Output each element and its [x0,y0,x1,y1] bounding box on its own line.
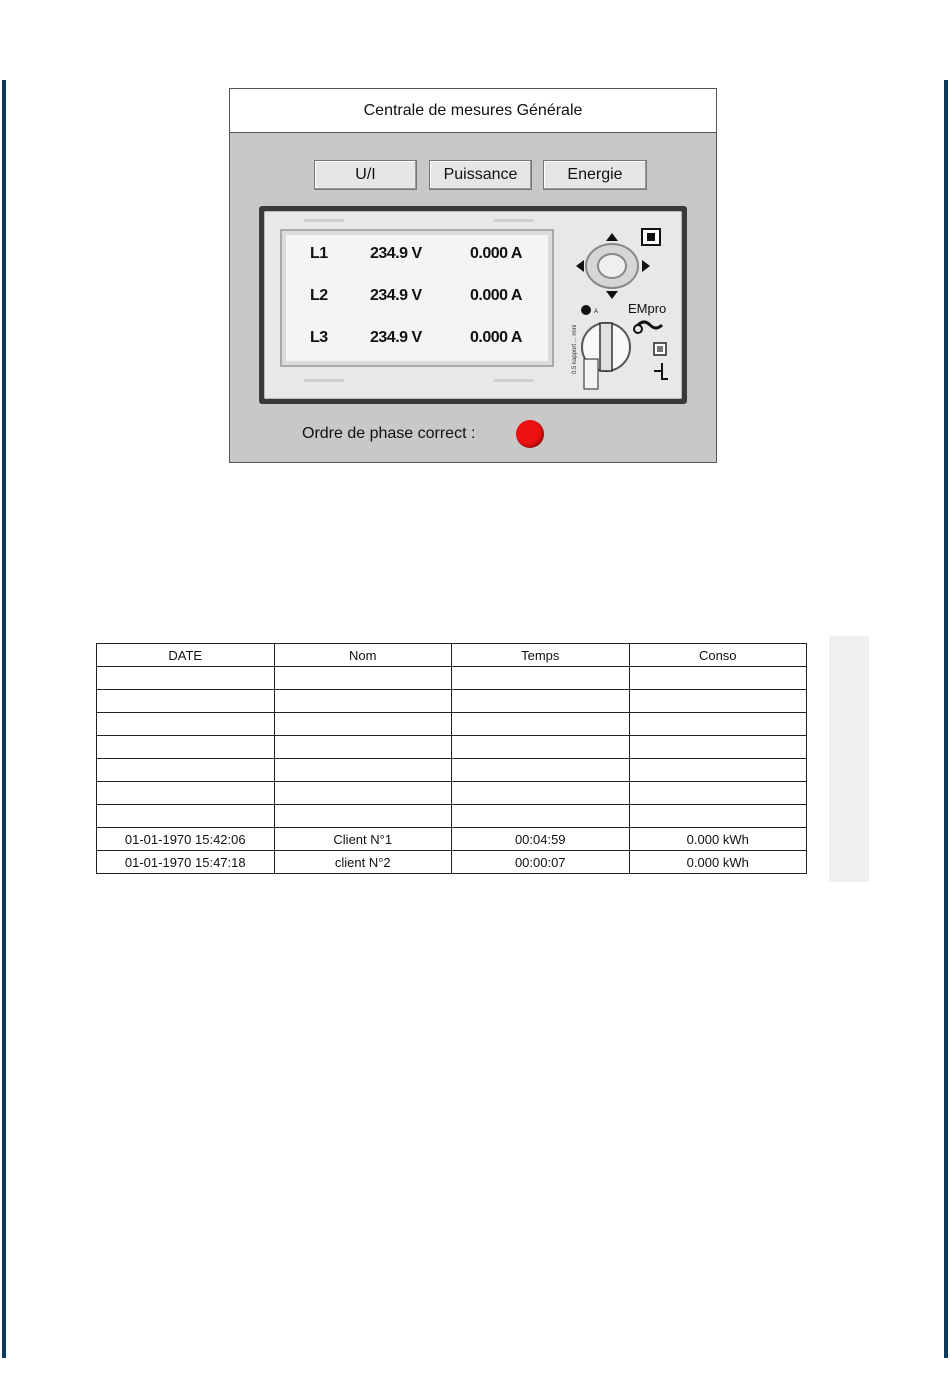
page-border-left [2,80,6,1358]
table-cell [97,759,275,782]
table-row [97,851,807,874]
tab-ui[interactable]: U/I [314,160,417,190]
table-cell [274,690,452,713]
column-header-date: DATE [97,644,275,667]
meter-face [264,211,682,399]
table-cell [452,736,630,759]
phase-status-led [516,420,544,448]
lcd-notch [304,219,344,222]
table-cell [452,667,630,690]
line-label: L3 [310,329,328,346]
terminal-icon [654,363,668,379]
meter-device [259,206,687,404]
indicator-dot-icon [581,305,591,315]
voltage-value: 234.9 V [370,287,422,304]
column-header-temps: Temps [452,644,630,667]
table-cell [452,805,630,828]
table-cell [629,759,807,782]
table-cell-conso: 0.000 kWh [629,851,807,874]
column-header-conso: Conso [629,644,807,667]
table-cell [629,782,807,805]
table-scrollbar[interactable] [829,636,869,882]
log-table [96,643,807,874]
table-cell [629,805,807,828]
table-cell [452,759,630,782]
lcd-notch [494,219,534,222]
current-value: 0.000 A [470,245,522,262]
table-cell [97,736,275,759]
lcd-notch [494,379,534,382]
voltage-value: 234.9 V [370,329,422,346]
table-cell [274,713,452,736]
current-value: 0.000 A [470,329,522,346]
table-cell [274,667,452,690]
table-cell-temps: 00:00:07 [452,851,630,874]
table-cell [97,667,275,690]
table-cell [274,759,452,782]
line-label: L1 [310,245,328,262]
table-cell [629,690,807,713]
table-cell [629,667,807,690]
tab-energie[interactable]: Energie [543,160,647,190]
table-cell-nom: client N°2 [274,851,452,874]
table-row [97,828,807,851]
table-cell [629,736,807,759]
table-row [97,736,807,759]
table-row [97,759,807,782]
table-cell [274,805,452,828]
column-header-nom: Nom [274,644,452,667]
table-cell [97,805,275,828]
lcd-display [280,229,554,367]
table-cell-date: 01-01-1970 15:42:06 [97,828,275,851]
table-row [97,713,807,736]
device-brand: EMpro [628,301,667,316]
table-cell [274,736,452,759]
svg-text:A: A [594,309,599,315]
table-cell [452,713,630,736]
svg-text:0.5 kapport ... mini: 0.5 kapport ... mini [572,324,578,374]
page-border-right [944,80,948,1358]
current-value: 0.000 A [470,287,522,304]
table-cell-nom: Client N°1 [274,828,452,851]
line-label: L2 [310,287,328,304]
panel-title: Centrale de mesures Générale [230,89,716,133]
phase-order-label: Ordre de phase correct : [302,425,476,442]
table-cell-temps: 00:04:59 [452,828,630,851]
table-row [97,690,807,713]
table-row [97,805,807,828]
table-row [97,667,807,690]
table-cell [97,713,275,736]
table-cell [452,782,630,805]
table-cell [274,782,452,805]
key-handle [584,359,598,389]
table-cell-date: 01-01-1970 15:47:18 [97,851,275,874]
table-cell [629,713,807,736]
table-header-row [97,644,807,667]
table-cell-conso: 0.000 kWh [629,828,807,851]
table-cell [452,690,630,713]
table-cell [97,782,275,805]
table-row [97,782,807,805]
lcd-notch [304,379,344,382]
measurement-panel [229,88,717,463]
table-cell [97,690,275,713]
meter-controls [554,219,682,395]
tab-puissance[interactable]: Puissance [429,160,532,190]
voltage-value: 234.9 V [370,245,422,262]
